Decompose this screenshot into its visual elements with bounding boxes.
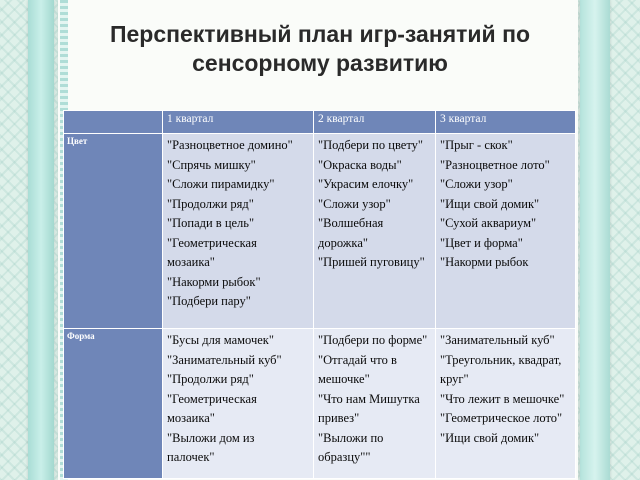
- game-item: палочек": [167, 450, 215, 464]
- game-item: "Окраска воды": [318, 157, 402, 172]
- game-item: "Цвет и форма": [440, 235, 523, 250]
- decorative-ribbon-left: [28, 0, 54, 480]
- game-item: "Треугольник, квадрат,: [440, 352, 562, 367]
- game-item: "Что нам Мишутка: [318, 391, 420, 406]
- game-item: привез": [318, 411, 360, 425]
- game-item: мозаика": [167, 411, 215, 425]
- game-item: дорожка": [318, 235, 368, 250]
- table-row: [64, 134, 576, 329]
- game-item: "Сложи узор": [440, 177, 513, 191]
- game-item: "Сложи узор": [318, 196, 391, 211]
- table-row: [64, 329, 576, 479]
- game-item: мешочке": [318, 372, 370, 386]
- table-cell: [163, 134, 314, 329]
- game-item: "Ищи свой домик": [440, 430, 540, 445]
- header-quarter-3: 3 квартал: [436, 111, 576, 134]
- game-item: "Прыг - скок": [440, 138, 513, 152]
- game-item: "Подбери по форме": [318, 333, 428, 347]
- header-empty: [64, 111, 163, 134]
- table-cell: [163, 329, 314, 479]
- game-item: мозаика": [167, 255, 215, 269]
- game-item: "Геометрическая: [167, 235, 257, 250]
- game-item: "Бусы для мамочек": [167, 333, 274, 347]
- game-item: "Украсим елочку": [318, 177, 414, 191]
- game-item: "Сложи пирамидку": [167, 177, 275, 191]
- decorative-ribbon-right: [580, 0, 610, 480]
- game-item: "Выложи дом из: [167, 430, 255, 445]
- row-label: Цвет: [64, 134, 163, 329]
- game-item: "Ищи свой домик": [440, 196, 540, 211]
- game-item: "Подбери пару": [167, 294, 251, 308]
- game-item: "Геометрическое лото": [440, 411, 563, 425]
- slide-title-line-2: сенсорному развитию: [192, 50, 448, 76]
- table-cell: [436, 329, 576, 479]
- game-item: "Разноцветное лото": [440, 157, 550, 172]
- header-quarter-1: 1 квартал: [163, 111, 314, 134]
- table-cell: [436, 134, 576, 329]
- game-item: "Что лежит в мешочке": [440, 391, 565, 406]
- game-item: "Накорми рыбок": [167, 274, 261, 289]
- slide-title-line-1: Перспективный план игр-занятий по: [109, 21, 531, 47]
- game-item: "Пришей пуговицу": [318, 255, 425, 269]
- game-item: "Геометрическая: [167, 391, 257, 406]
- table-cell: [314, 134, 436, 329]
- game-item: "Выложи по: [318, 430, 384, 445]
- table-cell: [314, 329, 436, 479]
- game-item: "Отгадай что в: [318, 352, 397, 367]
- game-item: круг": [440, 372, 469, 386]
- header-quarter-2: 2 квартал: [314, 111, 436, 134]
- plan-table: [63, 110, 576, 479]
- slide-title: [60, 20, 580, 78]
- game-item: "Подбери по цвету": [318, 138, 423, 152]
- game-item: "Накорми рыбок: [440, 255, 529, 269]
- table-header-row: [64, 111, 576, 134]
- game-item: "Разноцветное домино": [167, 138, 293, 152]
- game-item: "Волшебная: [318, 216, 384, 230]
- row-label: Форма: [64, 329, 163, 479]
- game-item: "Занимательный куб": [440, 333, 555, 347]
- game-item: "Спрячь мишку": [167, 157, 256, 172]
- game-item: "Попади в цель": [167, 216, 255, 230]
- game-item: образцу"": [318, 450, 371, 464]
- game-item: "Занимательный куб": [167, 352, 282, 367]
- game-item: "Продолжи ряд": [167, 196, 254, 211]
- game-item: "Продолжи ряд": [167, 372, 254, 386]
- game-item: "Сухой аквариум": [440, 216, 537, 230]
